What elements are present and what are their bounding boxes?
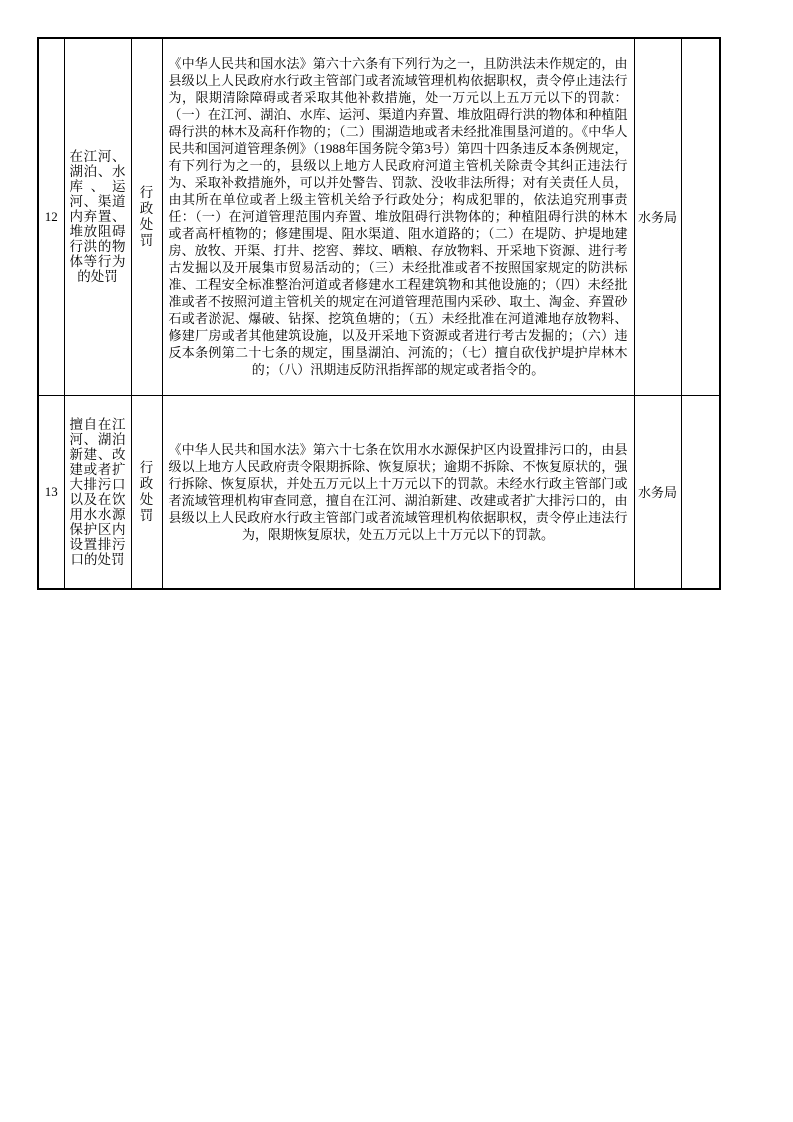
penalty-category-cell: 在江河、湖泊、水库、运河、渠道内弃置、堆放阻碍行洪的物体等行为的处罚	[64, 38, 131, 395]
row-number-cell: 13	[38, 395, 64, 589]
row-number-cell: 12	[38, 38, 64, 395]
table-row	[38, 38, 720, 395]
penalty-category-cell: 擅自在江河、湖泊新建、改建或者扩大排污口以及在饮用水水源保护区内设置排污口的处罚	[64, 395, 131, 589]
agency-cell: 水务局	[634, 38, 681, 395]
legal-basis-cell: 《中华人民共和国水法》第六十七条在饮用水水源保护区内设置排污口的，由县级以上地方人民政府责令限期拆除、恢复原状；逾期不拆除、不恢复原状的，强行拆除、恢复原状，并处五万元以上十万元以下的罚款。未经水行政主管部门或者流域管理机构审查同意，擅自在江河、湖泊新建、改建或者扩大排污口的，由县级以上人民政府水行政主管部门或者流域管理机构依据职权，责令停止违法行为，限期恢复原状，处五万元以上十万元以下的罚款。	[162, 395, 634, 589]
legal-basis-cell: 《中华人民共和国水法》第六十六条有下列行为之一，且防洪法未作规定的，由县级以上人民政府水行政主管部门或者流域管理机构依据职权，责令停止违法行为，限期清除障碍或者采取其他补救措施，处一万元以上五万元以下的罚款：（一）在江河、湖泊、水库、运河、渠道内弃置、堆放阻碍行洪的物体和种植阻碍行洪的林木及高秆作物的；（二）围湖造地或者未经批准围垦河道的。《中华人民共和国河道管理条例》（1988年国务院令第3号）第四十四条违反本条例规定，有下列行为之一的，县级以上地方人民政府河道主管机关除责令其纠正违法行为、采取补救措施外，可以并处警告、罚款、没收非法所得；对有关责任人员，由其所在单位或者上级主管机关给予行政处分；构成犯罪的，依法追究刑事责任：（一）在河道管理范围内弃置、堆放阻碍行洪物体的；种植阻碍行洪的林木或者高杆植物的；修建围堤、阻水渠道、阻水道路的；（二）在堤防、护堤地建房、放牧、开渠、打井、挖窖、葬坟、晒粮、存放物料、开采地下资源、进行考古发掘以及开展集市贸易活动的；（三）未经批准或者不按照国家规定的防洪标准、工程安全标准整治河道或者修建水工程建筑物和其他设施的；（四）未经批准或者不按照河道主管机关的规定在河道管理范围内采砂、取土、淘金、弃置砂石或者淤泥、爆破、钻探、挖筑鱼塘的；（五）未经批准在河道滩地存放物料、修建厂房或者其他建筑设施，以及开采地下资源或者进行考古发掘的；（六）违反本条例第二十七条的规定，围垦湖泊、河流的；（七）擅自砍伐护堤护岸林木的；（八）汛期违反防汛指挥部的规定或者指令的。	[162, 38, 634, 395]
penalty-type-cell: 行政处罚	[131, 395, 162, 589]
table-row	[38, 395, 720, 589]
remark-cell	[681, 395, 720, 589]
penalty-table	[37, 37, 721, 590]
remark-cell	[681, 38, 720, 395]
penalty-type-cell: 行政处罚	[131, 38, 162, 395]
agency-cell: 水务局	[634, 395, 681, 589]
